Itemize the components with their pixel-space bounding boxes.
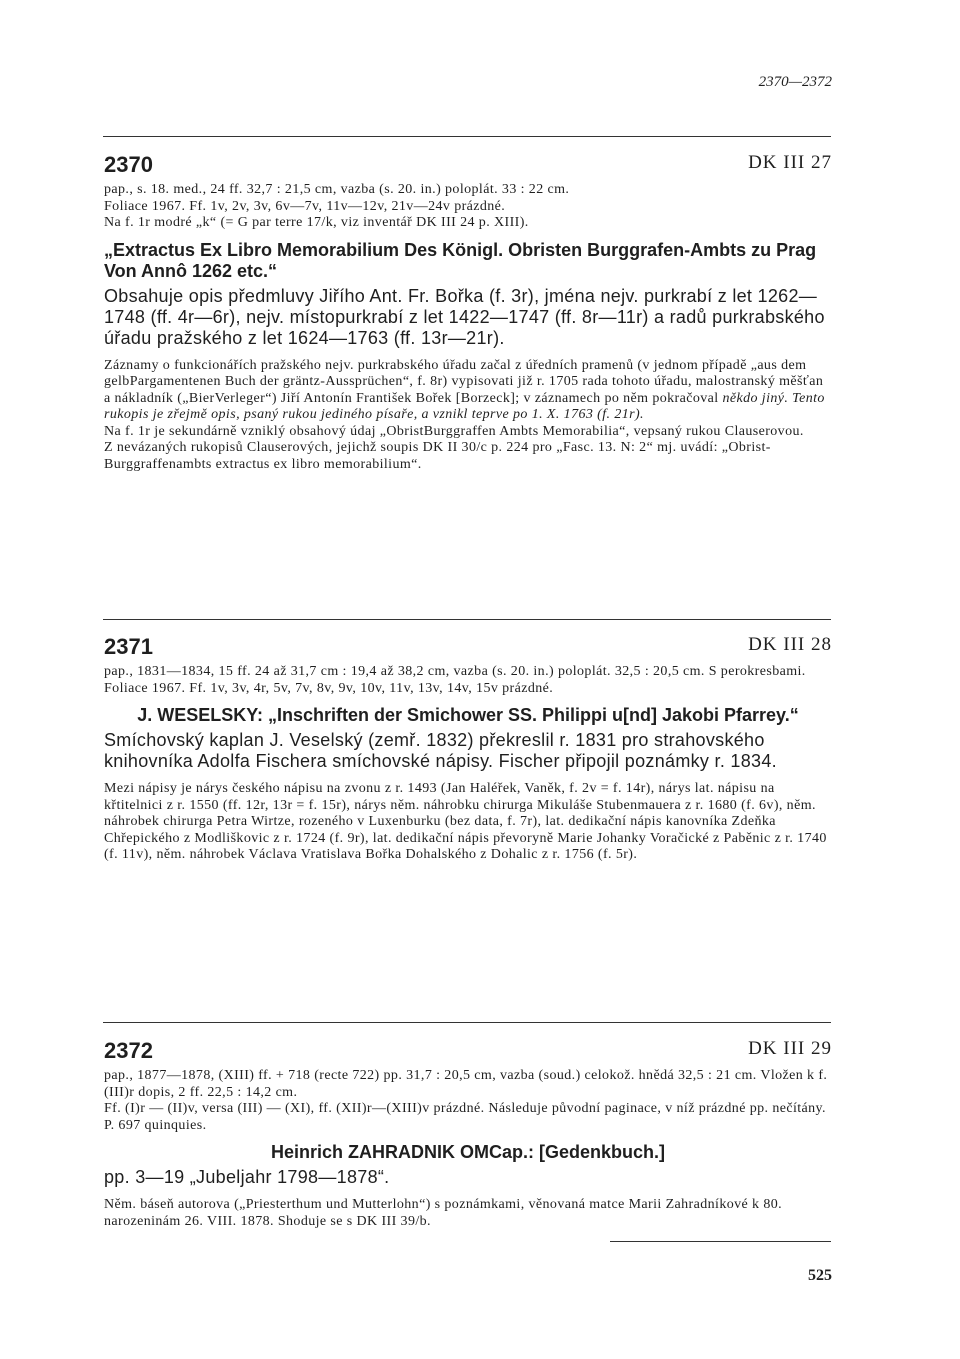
physical-description: pap., 1831—1834, 15 ff. 24 až 31,7 cm : 19,4 až 38,2 cm, vazba (s. 20. in.) poloplát. 32,5 : 20,5 cm. S perokresbami. <box>104 664 806 679</box>
foliation-note: Ff. (I)r — (II)v, versa (III) — (XI), ff. (XII)r—(XIII)v prázdné. Následuje původní paginace, v níž prázdné pp. nečítány. P. 697 quinquies. <box>104 1101 826 1133</box>
shelf-signature: DK III 27 <box>748 152 832 173</box>
provenance-note: Na f. 1r modré „k“ (= G par terre 17/k, viz inventář DK III 24 p. XIII). <box>104 215 529 230</box>
remark-paragraph: Na f. 1r je sekundárně vzniklý obsahový údaj „ObristBurggraffen Ambts Memorabilia“, vepsaný rukou Clauserovou. <box>104 423 804 439</box>
foliation-note: Foliace 1967. Ff. 1v, 3v, 4r, 5v, 7v, 8v, 9v, 10v, 11v, 13v, 14v, 15v prázdné. <box>104 680 554 696</box>
contents-summary: Smíchovský kaplan J. Veselský (zemř. 1832) překreslil r. 1831 pro strahovského knihovníka Adolfa Fischera smíchovské nápisy. Fischer připojil poznámky r. 1834. <box>104 730 777 771</box>
contents-summary: pp. 3—19 „Jubeljahr 1798—1878“. <box>104 1167 390 1187</box>
section-divider <box>103 619 831 620</box>
remark-paragraph: Mezi nápisy je nárys českého nápisu na zvonu z r. 1493 (Jan Haléřek, Vaněk, f. 2v = f. 14r), nárys lat. nápisu na křtitelnici z r. 1550 (ff. 12r, 13r = f. 15r), nárys něm. náhrobku chirurga Mikuláše Stubenmauera z r. 1680 (f. 6v), něm. náhrobek chirurga Petra Wirtze, rozeného v Luxenburku (bez data, f. 7r), lat. dedikační nápis kanovníka Zdeňka Chřepického z Modliškovic z r. 1724 (f. 9r), lat. dedikační nápis převoryně Marie Johanky Voračické z Paběnic z r. 1740 (f. 11v), něm. náhrobek Václava Vratislava Bořka Dohalského z Dohalic z r. 1756 (f. 5r). <box>104 781 827 862</box>
section-divider <box>103 136 831 137</box>
footer-divider <box>610 1241 831 1242</box>
catalog-entry-2371 <box>104 634 832 864</box>
running-header-range: 2370—2372 <box>758 74 832 90</box>
contents-summary: Obsahuje opis předmluvy Jiřího Ant. Fr. Bořka (f. 3r), jména nejv. purkrabí z let 1262—1748 (ff. 4r—6r), nejv. místopurkrabí z let 1422—1747 (ff. 8r—11r) a radů purkrabského úřadu pražského z let 1624—1763 (ff. 13r—21r). <box>104 285 825 348</box>
entry-number: 2370 <box>104 152 153 177</box>
remark-italic: někdo jiný. Tento rukopis je zřejmě opis, psaný rukou jediného písaře, a vznikl teprve po 1. X. 1763 (f. 21r). <box>104 390 825 422</box>
physical-description: pap., 1877—1878, (XIII) ff. + 718 (recte 722) pp. 31,7 : 20,5 cm, vazba (soud.) celokož. hnědá 32,5 : 21 cm. Vložen k f. (III)r dopis, 2 ff. 22,5 : 14,2 cm. <box>104 1068 828 1100</box>
entry-number: 2371 <box>104 634 153 659</box>
remark-text: Záznamy o funkcionářích pražského nejv. purkrabského úřadu začal z úředních pramenů (v jednom případě „aus dem gelbPargamentenen Buch der gräntz-Aussprüchen“, f. 8r) vypisovati již r. 1705 rada tohoto úřadu, malostranský měšťan a nákladník („BierVerleger“) Jiří Antonín František Bořek [Borzeck]; v záznamech po něm pokračoval <box>104 357 824 406</box>
catalog-entry-2372 <box>104 1038 832 1230</box>
remark-paragraph: Něm. báseň autorova („Priesterthum und Mutterlohn“) s poznámkami, věnovaná matce Marii Zahradníkové k 80. narozeninám 26. VIII. 1878. Shoduje se s DK III 39/b. <box>104 1197 783 1229</box>
entry-number: 2372 <box>104 1038 153 1063</box>
physical-description: pap., s. 18. med., 24 ff. 32,7 : 21,5 cm, vazba (s. 20. in.) poloplát. 33 : 22 cm. <box>104 182 570 197</box>
catalog-entry-2370 <box>104 152 832 473</box>
page-number: 525 <box>808 1267 832 1284</box>
manuscript-title: J. WESELSKY: „Inschriften der Smichower SS. Philippi u[nd] Jakobi Pfarrey.“ <box>137 705 799 725</box>
shelf-signature: DK III 29 <box>748 1038 832 1059</box>
foliation-note: Foliace 1967. Ff. 1v, 2v, 3v, 6v—7v, 11v—12v, 21v—24v prázdné. <box>104 198 506 214</box>
remark-paragraph: Z nevázaných rukopisů Clauserových, jejichž soupis DK II 30/c p. 224 pro „Fasc. 13. N: 2“ mj. uvádí: „Obrist-Burggraffenambts extractus ex libro memorabilium“. <box>104 440 771 472</box>
manuscript-title: Heinrich ZAHRADNIK OMCap.: [Gedenkbuch.] <box>270 1142 665 1162</box>
remark-paragraph <box>104 358 832 424</box>
section-divider <box>103 1022 831 1023</box>
shelf-signature: DK III 28 <box>748 634 832 655</box>
manuscript-title: „Extractus Ex Libro Memorabilium Des Königl. Obristen Burggrafen-Ambts zu Prag Von Annô 1262 etc.“ <box>104 239 817 281</box>
